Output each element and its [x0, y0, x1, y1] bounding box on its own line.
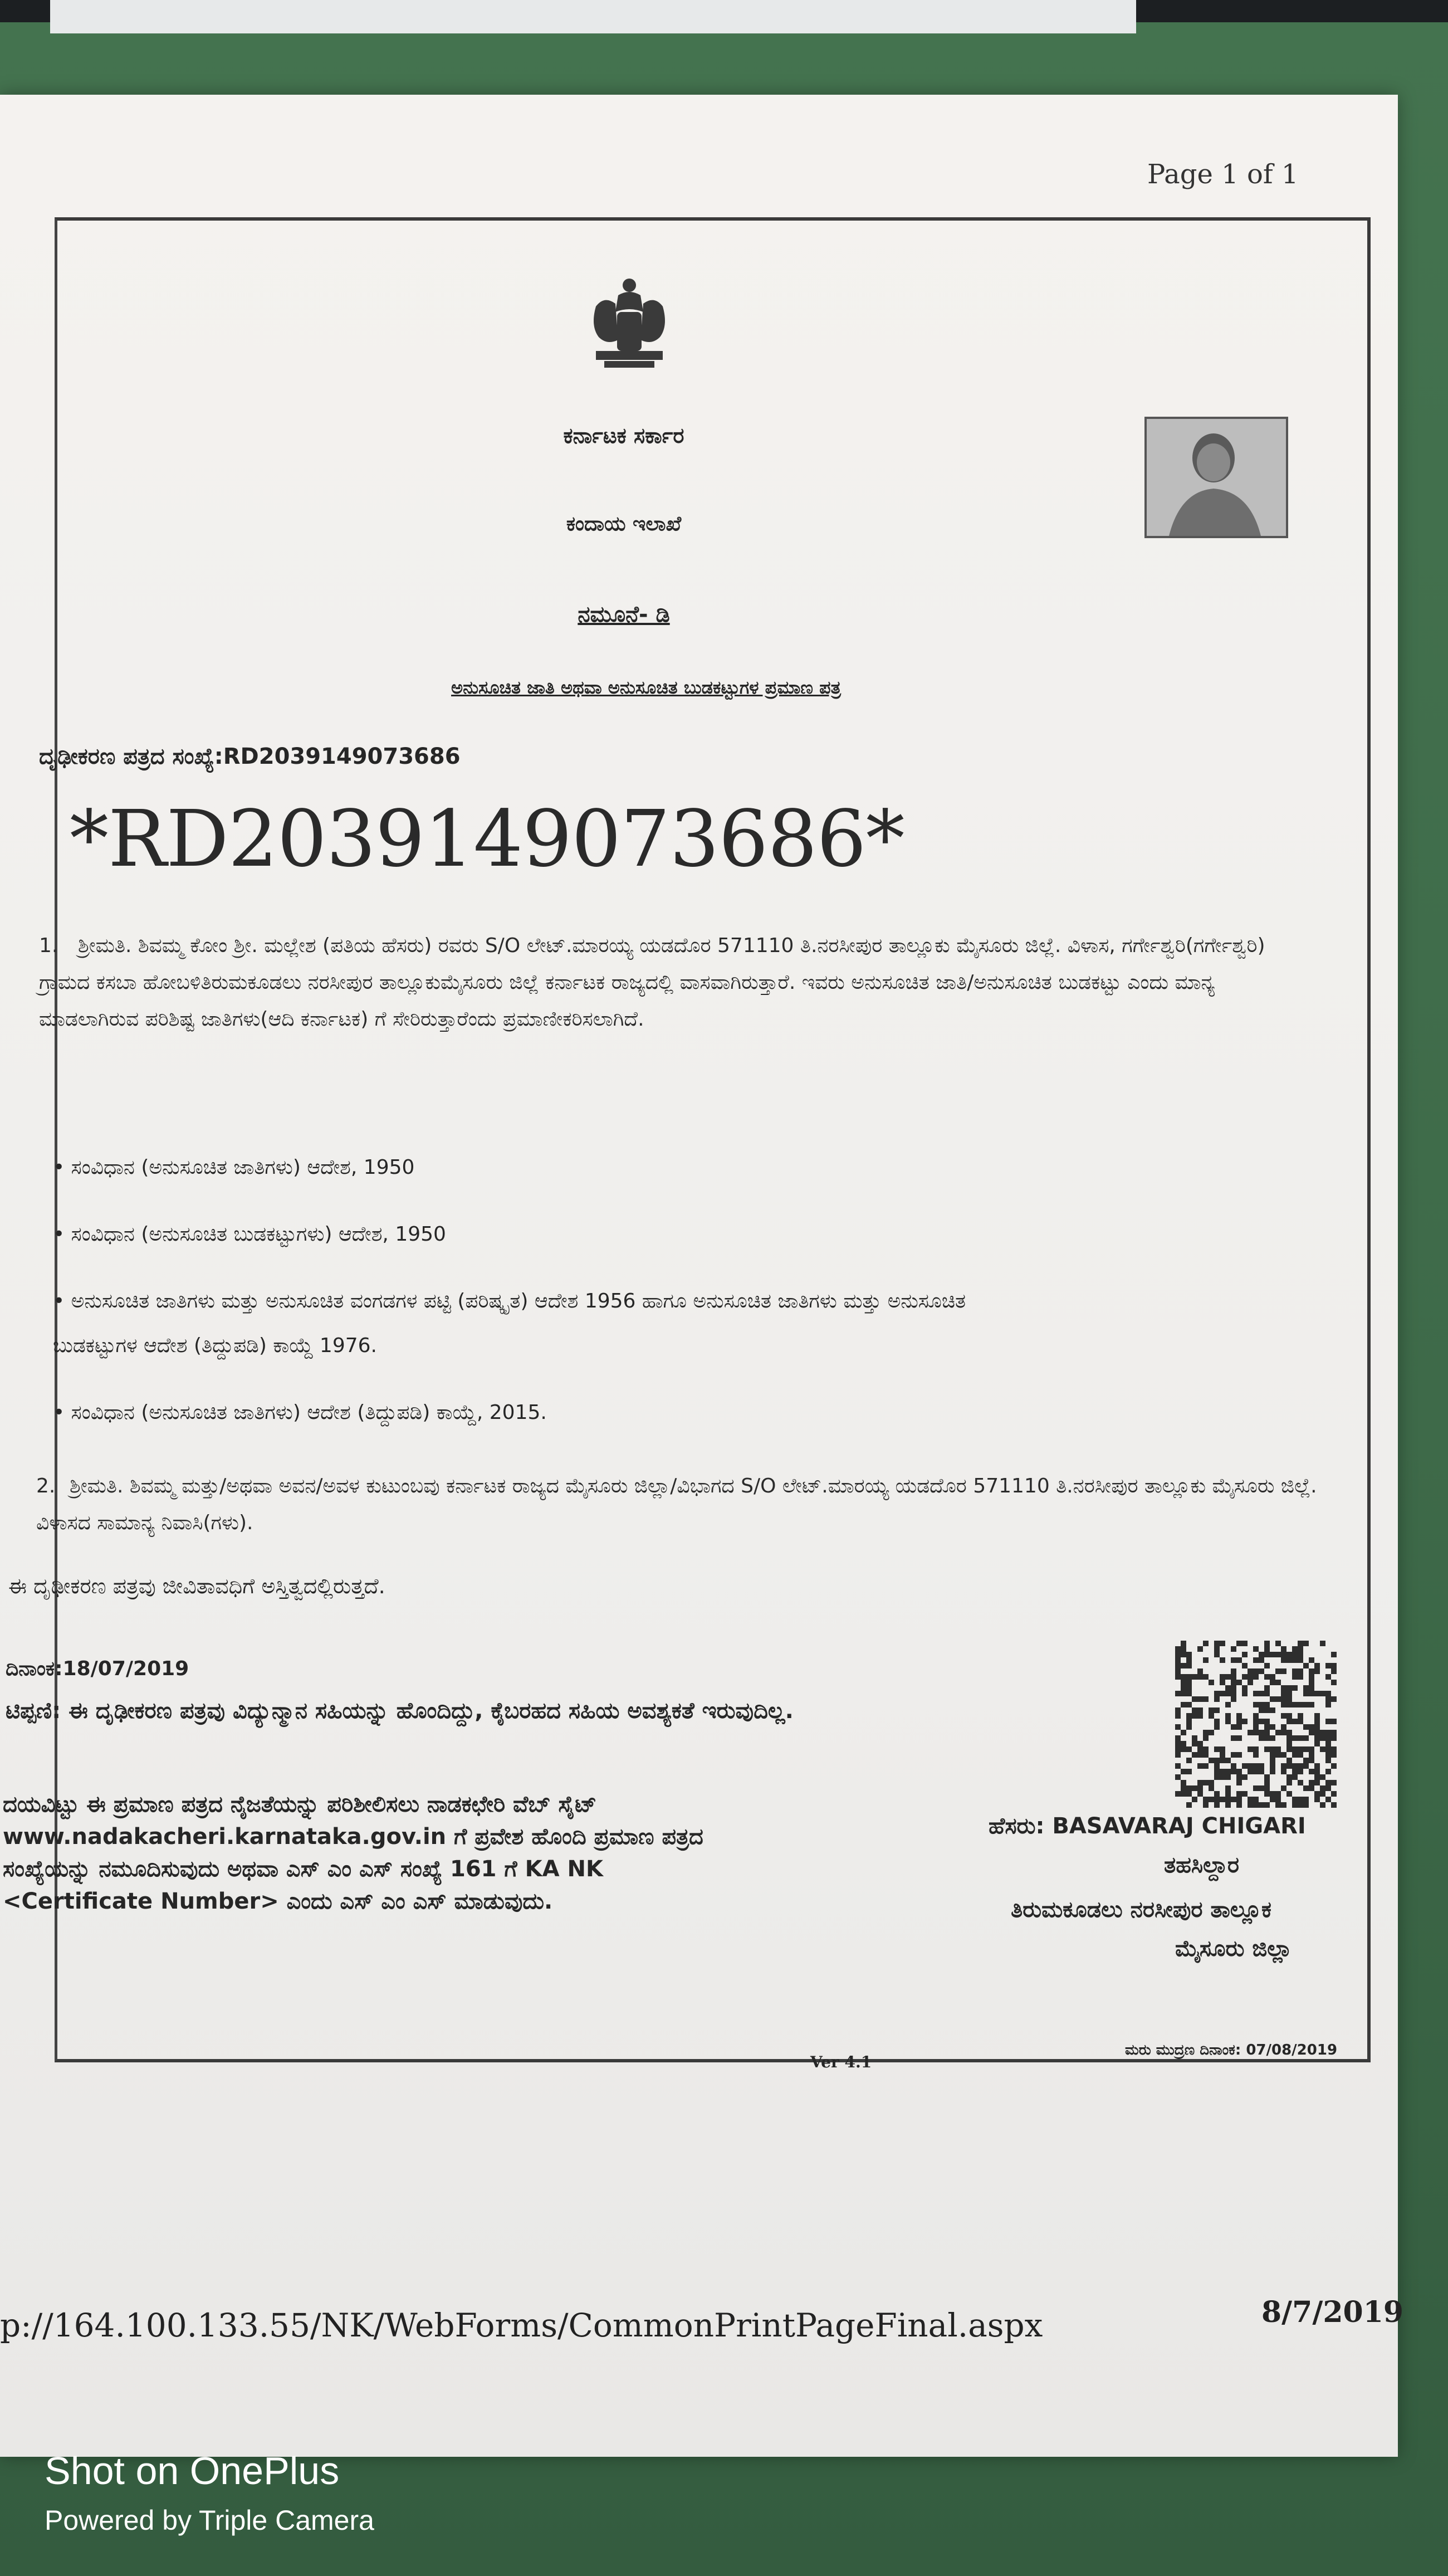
paragraph-2-number: 2. [36, 1475, 56, 1497]
certificate-title: ಅನುಸೂಚಿತ ಜಾತಿ ಅಥವಾ ಅನುಸೂಚಿತ ಬುಡಕಟ್ಟುಗಳ ಪ್ರಮಾಣ ಪತ್ರ [451, 677, 841, 698]
reprint-date: ಮರು ಮುದ್ರಣ ದಿನಾಂಕ: 07/08/2019 [1125, 2042, 1338, 2058]
validity-statement: ಈ ದೃಢೀಕರಣ ಪತ್ರವು ಜೀವಿತಾವಧಿಗೆ ಅಸ್ತಿತ್ವದಲ್ಲಿರುತ್ತದೆ. [8, 1574, 385, 1598]
bullet-item: • ಸಂವಿಧಾನ (ಅನುಸೂಚಿತ ಜಾತಿಗಳು) ಆದೇಶ (ತಿದ್ದುಪಡಿ) ಕಾಯ್ದೆ, 2015. [53, 1401, 547, 1424]
issue-date: ದಿನಾಂಕ:18/07/2019 [6, 1657, 189, 1680]
paragraph-1 [39, 928, 1320, 1038]
signatory-name: ಹೆಸರು: BASAVARAJ CHIGARI [989, 1813, 1306, 1839]
signature-note: ಟಿಪ್ಪಣಿ: ಈ ದೃಢೀಕರಣ ಪತ್ರವು ವಿದ್ಯುನ್ಮಾನ ಸಹಿಯನ್ನು ಹೊಂದಿದ್ದು, ಕೈಬರಹದ ಸಹಿಯ ಅವಶ್ಯಕತೆ ಇರುವುದಿಲ್ಲ. [6, 1698, 794, 1724]
camera-watermark-subtitle: Powered by Triple Camera [45, 2505, 374, 2536]
version-label: Ver 4.1 [810, 2053, 872, 2071]
qr-code-icon [1175, 1641, 1337, 1808]
form-label: ನಮೂನೆ- ಡಿ [578, 602, 670, 627]
signatory-taluk: ತಿರುಮಕೂಡಲು ನರಸೀಪುರ ತಾಲ್ಲೂಕ [1011, 1897, 1272, 1923]
paragraph-2-text: ಶ್ರೀಮತಿ. ಶಿವಮ್ಮ ಮತ್ತು/ಅಥವಾ ಅವನ/ಅವಳ ಕುಟುಂಬವು ಕರ್ನಾಟಕ ರಾಜ್ಯದ ಮೈಸೂರು ಜಿಲ್ಲಾ/ವಿಭಾಗದ S/O ಲೇಟ್.ಮಾರಯ್ಯ ಯಡದೊರ 571110 ತಿ.ನರಸೀಪುರ ತಾಲ್ಲೂಕು ಮೈಸೂರು ಜಿಲ್ಲೆ. ವಿಳಾಸದ ಸಾಮಾನ್ಯ ನಿವಾಸಿ(ಗಳು). [36, 1475, 1317, 1534]
government-heading: ಕರ್ನಾಟಕ ಸರ್ಕಾರ [563, 423, 684, 448]
applicant-photo [1144, 417, 1288, 538]
state-emblem-icon [574, 273, 685, 373]
paragraph-2 [36, 1468, 1317, 1541]
bullet-item: • ಸಂವಿಧಾನ (ಅನುಸೂಚಿತ ಜಾತಿಗಳು) ಆದೇಶ, 1950 [53, 1156, 415, 1179]
camera-watermark: Shot on OnePlus [45, 2449, 340, 2492]
signatory-designation: ತಹಸಿಲ್ದಾರ [1164, 1852, 1239, 1878]
barcode-text: *RD2039149073686* [70, 794, 904, 885]
signatory-district: ಮೈಸೂರು ಜಿಲ್ಲಾ [1175, 1936, 1293, 1962]
paragraph-1-text: ಶ್ರೀಮತಿ. ಶಿವಮ್ಮ ಕೋಂ ಶ್ರೀ. ಮಲ್ಲೇಶ (ಪತಿಯ ಹೆಸರು) ರವರು S/O ಲೇಟ್.ಮಾರಯ್ಯ ಯಡದೊರ 571110 ತಿ.ನರಸೀಪುರ ತಾಲ್ಲೂಕು ಮೈಸೂರು ಜಿಲ್ಲೆ. ವಿಳಾಸ, ಗರ್ಗೇಶ್ವರಿ(ಗರ್ಗೇಶ್ವರಿ) ಗ್ರಾಮದ ಕಸಬಾ ಹೋಬಳಿತಿರುಮಕೂಡಲು ನರಸೀಪುರ ತಾಲ್ಲೂಕುಮೈಸೂರು ಜಿಲ್ಲೆ ಕರ್ನಾಟಕ ರಾಜ್ಯದಲ್ಲಿ ವಾಸವಾಗಿರುತ್ತಾರೆ. ಇವರು ಅನುಸೂಚಿತ ಜಾತಿ/ಅನುಸೂಚಿತ ಬುಡಕಟ್ಟು ಎಂದು ಮಾನ್ಯ ಮಾಡಲಾಗಿರುವ ಪರಿಶಿಷ್ಟ ಜಾತಿಗಳು(ಆದಿ ಕರ್ನಾಟಕ) ಗೆ ಸೇರಿರುತ್ತಾರೆಂದು ಪ್ರಮಾಣೀಕರಿಸಲಾಗಿದೆ. [39, 934, 1265, 1031]
background-sheet [50, 0, 1136, 33]
paragraph-1-number: 1. [39, 934, 58, 957]
print-date: 8/7/2019 [1261, 2295, 1404, 2329]
bullet-item: • ಸಂವಿಧಾನ (ಅನುಸೂಚಿತ ಬುಡಕಟ್ಟುಗಳು) ಆದೇಶ, 1950 [53, 1223, 446, 1246]
department-heading: ಕಂದಾಯ ಇಲಾಖೆ [566, 513, 682, 535]
bullet-item: • ಅನುಸೂಚಿತ ಜಾತಿಗಳು ಮತ್ತು ಅನುಸೂಚಿತ ವಂಗಡಗಳ ಪಟ್ಟಿ (ಪರಿಷ್ಕೃತ) ಆದೇಶ 1956 ಹಾಗೂ ಅನುಸೂಚಿತ ಜಾತಿಗಳು ಮತ್ತು ಅನುಸೂಚಿತ [53, 1290, 966, 1313]
print-url: p://164.100.133.55/NK/WebForms/CommonPrintPageFinal.aspx [0, 2306, 1043, 2344]
bullet-item: ಬುಡಕಟ್ಟುಗಳ ಆದೇಶ (ತಿದ್ದುಪಡಿ) ಕಾಯ್ದೆ 1976. [53, 1334, 377, 1357]
authentication-number: ದೃಢೀಕರಣ ಪತ್ರದ ಸಂಖ್ಯೆ:RD2039149073686 [39, 744, 461, 769]
page-number: Page 1 of 1 [1147, 159, 1299, 190]
verification-instructions: ದಯವಿಟ್ಟು ಈ ಪ್ರಮಾಣ ಪತ್ರದ ನೈಜತೆಯನ್ನು ಪರಿಶೀಲಿಸಲು ನಾಡಕಛೇರಿ ವೆಬ್ ಸೈಟ್ www.nadakacheri.karnataka.gov.in ಗೆ ಪ್ರವೇಶ ಹೊಂದಿ ಪ್ರಮಾಣ ಪತ್ರದ ಸಂಖ್ಯೆಯನ್ನು ನಮೂದಿಸುವುದು ಅಥವಾ ಎಸ್ ಎಂ ಎಸ್ ಸಂಖ್ಯೆ 161 ಗೆ KA NK <Certificate Number> ಎಂದು ಎಸ್ ಎಂ ಎಸ್ ಮಾಡುವುದು. [3, 1792, 703, 1914]
